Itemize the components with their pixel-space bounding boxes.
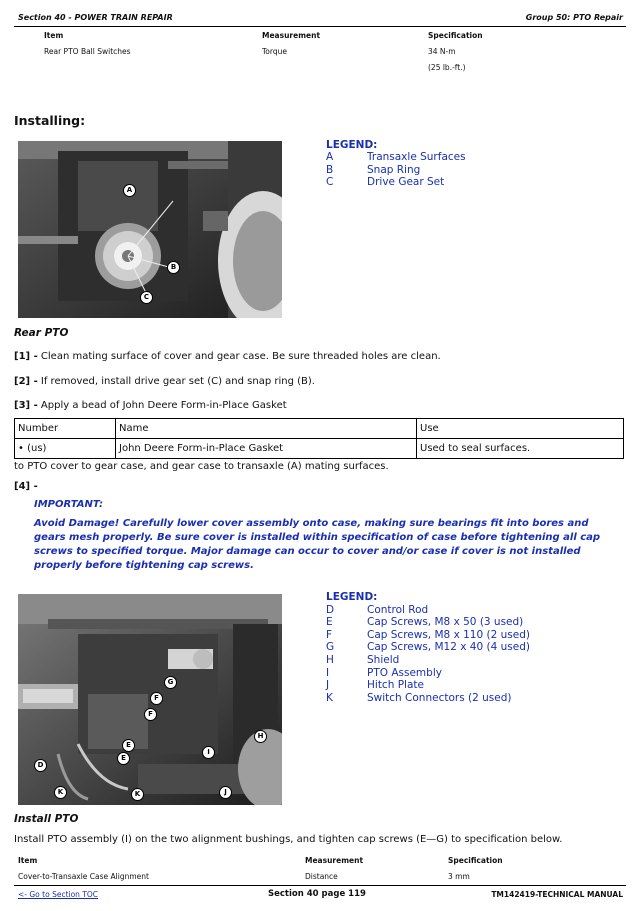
group-title: Group 50: PTO Repair xyxy=(525,13,623,22)
callout-j: J xyxy=(219,786,232,799)
header-rule xyxy=(14,26,626,27)
step-3: [3] - Apply a bead of John Deere Form-in-Place Gasket xyxy=(14,400,287,411)
callout-i: I xyxy=(202,746,215,759)
callout-e: E xyxy=(117,752,130,765)
col-spec-header: Specification xyxy=(448,856,503,865)
legend2-item: H Shield xyxy=(326,654,400,666)
spec-measurement: Torque xyxy=(262,47,287,56)
legend1-title: LEGEND: xyxy=(326,139,378,151)
table-cell: John Deere Form-in-Place Gasket xyxy=(116,439,417,459)
callout-d: D xyxy=(34,759,47,772)
callout-k: K xyxy=(131,788,144,801)
legend2-item: G Cap Screws, M12 x 40 (4 used) xyxy=(326,641,530,653)
important-text: Avoid Damage! Carefully lower cover assembly onto case, making sure bearings fit into bores and gears mesh properly. Be sure cover is installed within specification of case before tightening all cap screws to specified torque. Major damage can occur to cover and/or case if cover is not installed properly before tightening cap screws. xyxy=(34,518,601,571)
legend2-item: J Hitch Plate xyxy=(326,679,424,691)
legend1-item: A Transaxle Surfaces xyxy=(326,151,466,163)
rear-pto-photo xyxy=(18,141,282,318)
page-number: Section 40 page 119 xyxy=(268,889,366,899)
install-pto-heading: Install PTO xyxy=(14,813,79,825)
step-2: [2] - If removed, install drive gear set (C) and snap ring (B). xyxy=(14,376,315,387)
legend2-item: D Control Rod xyxy=(326,604,429,616)
footer-rule xyxy=(14,885,626,886)
callout-f: F xyxy=(144,708,157,721)
pto-assembly-photo xyxy=(18,594,282,805)
install-pto-text: Install PTO assembly (I) on the two alignment bushings, and tighten cap screws (E—G) to specification below. xyxy=(14,834,563,845)
table-header-cell: Name xyxy=(116,419,417,439)
legend2-item: I PTO Assembly xyxy=(326,667,442,679)
section-title: Section 40 - POWER TRAIN REPAIR xyxy=(18,13,173,22)
table-header-cell: Use xyxy=(417,419,624,439)
table-header-cell: Number xyxy=(15,419,116,439)
installing-heading: Installing: xyxy=(14,113,86,128)
table-row xyxy=(15,439,624,459)
step-3-continuation: to PTO cover to gear case, and gear case to transaxle (A) mating surfaces. xyxy=(14,461,389,472)
spec-item: Rear PTO Ball Switches xyxy=(44,47,131,56)
spec-value-imperial: (25 lb.-ft.) xyxy=(428,63,466,72)
step-1: [1] - Clean mating surface of cover and gear case. Be sure threaded holes are clean. xyxy=(14,351,441,362)
callout-c: C xyxy=(140,291,153,304)
callout-k: K xyxy=(54,786,67,799)
col-item-header: Item xyxy=(18,856,38,865)
legend2-item: F Cap Screws, M8 x 110 (2 used) xyxy=(326,629,530,641)
important-title: IMPORTANT: xyxy=(34,499,104,510)
callout-h: H xyxy=(254,730,267,743)
legend2-item: E Cap Screws, M8 x 50 (3 used) xyxy=(326,616,524,628)
table-header-row xyxy=(15,419,624,439)
spec-item: Cover-to-Transaxle Case Alignment xyxy=(18,872,149,881)
legend1-item: C Drive Gear Set xyxy=(326,176,445,188)
legend2-item: K Switch Connectors (2 used) xyxy=(326,692,512,704)
col-measurement-header: Measurement xyxy=(262,31,321,40)
rear-pto-heading: Rear PTO xyxy=(14,327,69,339)
go-to-section-toc-link[interactable]: <- Go to Section TOC xyxy=(18,890,99,899)
manual-id: TM142419-TECHNICAL MANUAL xyxy=(491,890,623,899)
callout-f: F xyxy=(150,692,163,705)
spec-value-metric: 34 N-m xyxy=(428,47,456,56)
step-4: [4] - xyxy=(14,481,38,492)
spec-value: 3 mm xyxy=(448,872,470,881)
gasket-table xyxy=(14,418,624,459)
col-measurement-header: Measurement xyxy=(305,856,364,865)
callout-a: A xyxy=(123,184,136,197)
callout-g: G xyxy=(164,676,177,689)
callout-b: B xyxy=(167,261,180,274)
col-item-header: Item xyxy=(44,31,64,40)
col-spec-header: Specification xyxy=(428,31,483,40)
callout-e: E xyxy=(122,739,135,752)
table-cell: Used to seal surfaces. xyxy=(417,439,624,459)
table-cell: • (us) xyxy=(15,439,116,459)
legend2-title: LEGEND: xyxy=(326,591,378,603)
spec-measurement: Distance xyxy=(305,872,338,881)
legend1-item: B Snap Ring xyxy=(326,164,421,176)
